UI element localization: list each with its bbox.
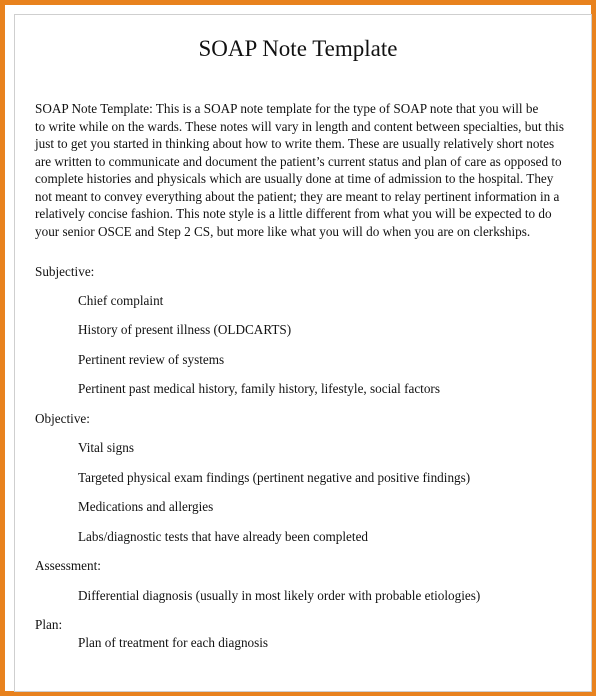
section-heading-assessment: Assessment:: [35, 558, 101, 573]
list-item: Vital signs: [78, 440, 134, 455]
list-item: Targeted physical exam findings (pertinent negative and positive findings): [78, 470, 471, 485]
section-heading-subjective: Subjective:: [35, 264, 95, 279]
document-title: SOAP Note Template: [198, 36, 398, 61]
intro-line: just to get you started in thinking about how to write them. These are usually relatively short notes: [35, 136, 555, 151]
intro-line: relatively concise fashion. This note style is a little different from what you will be expected to do: [35, 206, 552, 221]
intro-line: not meant to convey everything about the patient; they are meant to relay pertinent information in a: [35, 188, 560, 204]
section-heading-plan: Plan:: [35, 617, 63, 632]
intro-line: your senior OSCE and Step 2 CS, but more like what you will do when you are on clerkships.: [35, 223, 531, 239]
list-item: Medications and allergies: [78, 499, 214, 514]
list-item: Labs/diagnostic tests that have already been completed: [78, 529, 369, 544]
list-item: History of present illness (OLDCARTS): [78, 322, 292, 337]
section-heading-objective: Objective:: [35, 411, 90, 426]
list-item: Chief complaint: [78, 293, 164, 308]
list-item: Pertinent past medical history, family history, lifestyle, social factors: [78, 381, 440, 396]
intro-line: to write while on the wards. These notes will vary in length and content between specialties, but this: [35, 118, 564, 134]
list-item: Differential diagnosis (usually in most likely order with probable etiologies): [78, 588, 481, 603]
intro-paragraph: [35, 100, 575, 240]
list-item: Pertinent review of systems: [78, 352, 225, 367]
list-item: Plan of treatment for each diagnosis: [78, 635, 269, 650]
intro-line: are written to communicate and document the patient’s current status and plan of care as opposed to: [35, 153, 562, 169]
intro-line: SOAP Note Template: This is a SOAP note template for the type of SOAP note that you will be: [35, 101, 539, 116]
intro-line: complete histories and physicals which are usually done at time of admission to the hospital. They: [35, 171, 554, 186]
